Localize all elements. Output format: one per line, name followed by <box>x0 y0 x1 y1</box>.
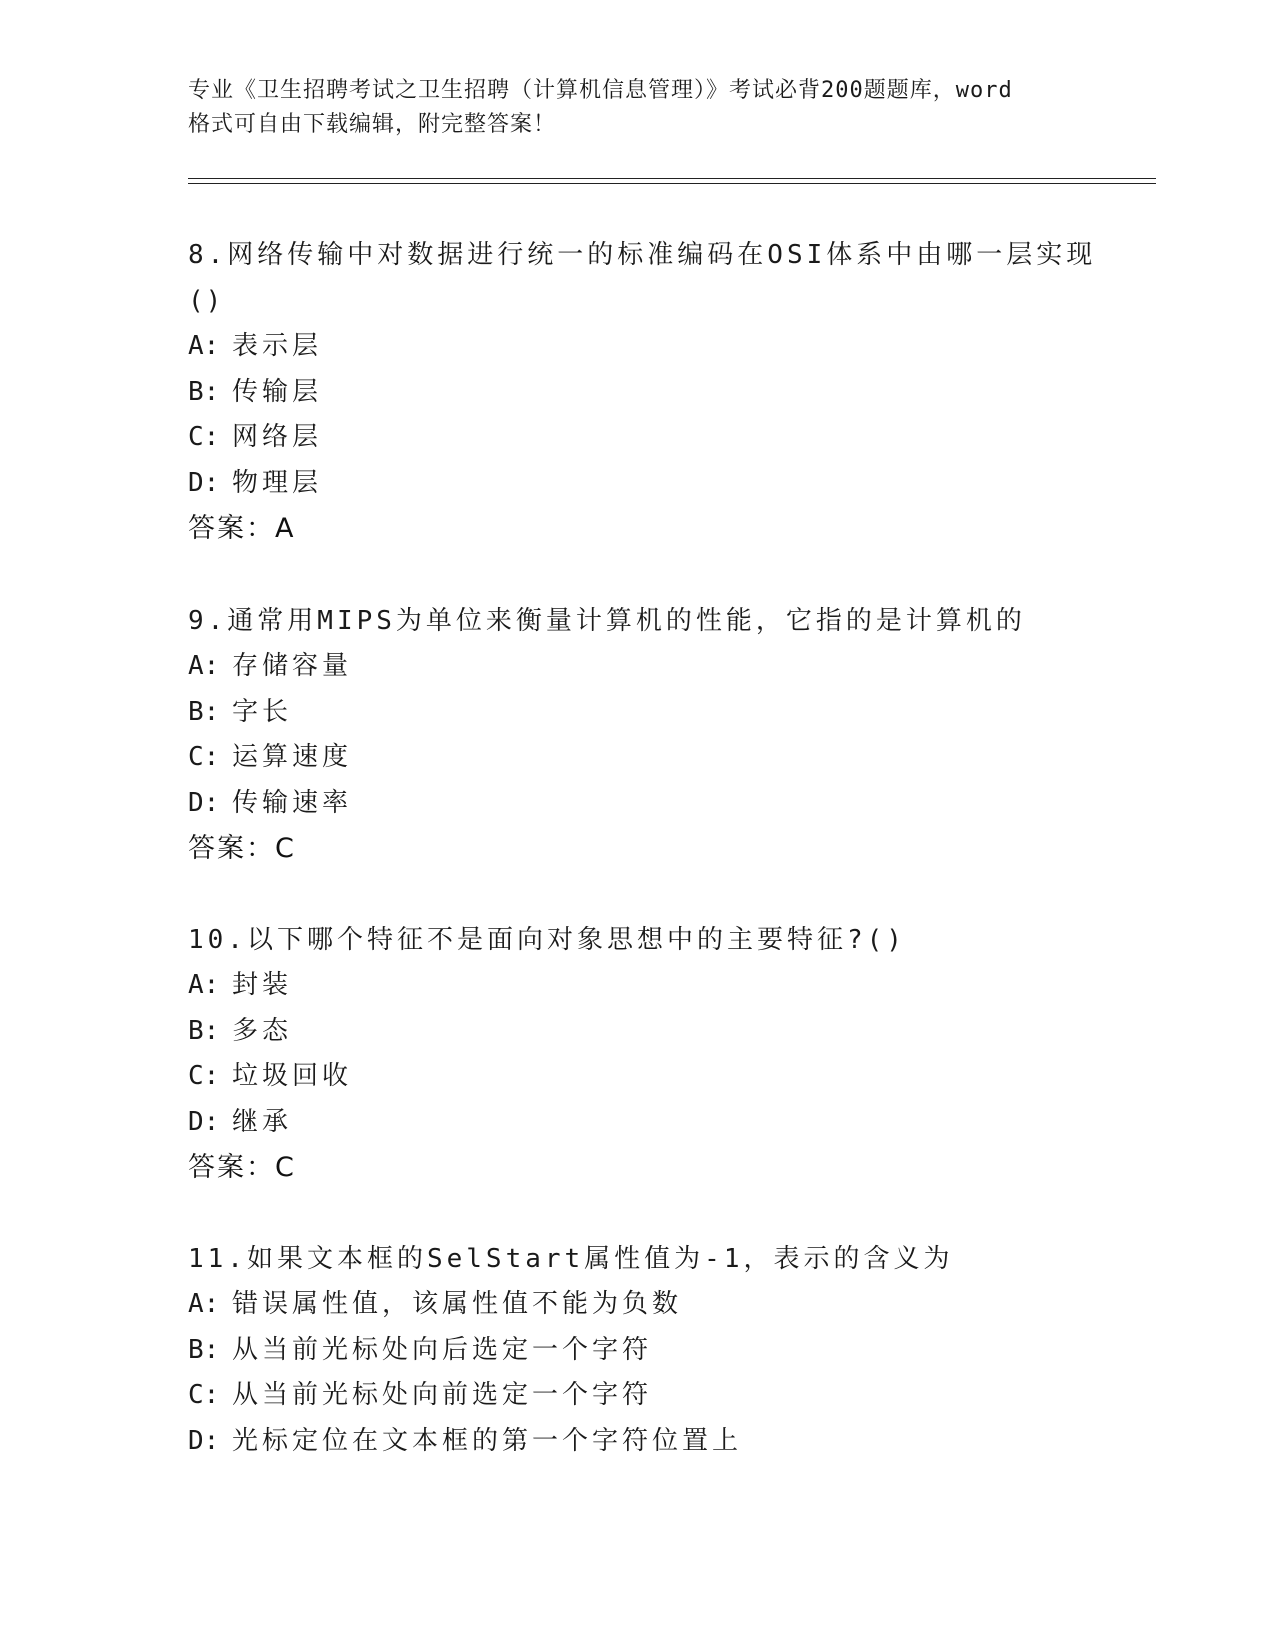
option-c <box>188 735 1148 781</box>
option-key: C: <box>188 742 220 772</box>
option-text: 光标定位在文本框的第一个字符位置上 <box>232 1425 743 1456</box>
option-key: A: <box>188 331 220 361</box>
answer-line: 答案：A <box>188 513 296 544</box>
option-text: 表示层 <box>232 331 323 361</box>
option-text: 错误属性值，该属性值不能为负数 <box>232 1289 683 1319</box>
option-key: B: <box>188 376 220 407</box>
option-key: A: <box>188 970 220 1000</box>
option-key: B: <box>188 1015 220 1046</box>
option-b <box>188 1328 1148 1374</box>
option-a <box>188 1282 1148 1328</box>
option-key: C: <box>188 422 220 452</box>
header-divider-bottom <box>188 183 1156 184</box>
option-text: 从当前光标处向前选定一个字符 <box>232 1380 653 1410</box>
option-a <box>188 963 1148 1009</box>
option-c <box>188 1054 1148 1100</box>
option-key: C: <box>188 1380 220 1410</box>
option-key: A: <box>188 1289 220 1319</box>
option-b <box>188 690 1148 736</box>
option-key: B: <box>188 696 220 727</box>
option-text: 垃圾回收 <box>232 1061 353 1091</box>
option-key: A: <box>188 651 220 681</box>
header-line-2: 格式可自由下载编辑，附完整答案！ <box>188 112 557 137</box>
option-a <box>188 324 1148 370</box>
option-text: 从当前光标处向后选定一个字符 <box>232 1334 653 1365</box>
option-key: D: <box>188 467 220 498</box>
option-d <box>188 1419 1148 1465</box>
option-d <box>188 1100 1148 1146</box>
option-key: D: <box>188 1106 220 1137</box>
answer-line: 答案：C <box>188 833 296 864</box>
option-c <box>188 415 1148 461</box>
option-text: 存储容量 <box>232 651 353 681</box>
question-stem-continuation: () <box>188 286 224 316</box>
option-a <box>188 644 1148 690</box>
option-text: 网络层 <box>232 422 323 452</box>
option-text: 物理层 <box>232 467 323 498</box>
question-9 <box>188 598 1148 872</box>
option-text: 继承 <box>232 1106 293 1137</box>
question-stem: 10.以下哪个特征不是面向对象思想中的主要特征?() <box>188 925 906 955</box>
option-key: D: <box>188 1425 220 1456</box>
option-key: C: <box>188 1061 220 1091</box>
question-10 <box>188 917 1148 1191</box>
option-c <box>188 1373 1148 1419</box>
answer-line: 答案：C <box>188 1152 296 1183</box>
option-b <box>188 370 1148 416</box>
option-text: 传输层 <box>232 376 323 407</box>
header-divider-top <box>188 178 1156 179</box>
option-text: 多态 <box>232 1015 293 1046</box>
option-key: B: <box>188 1334 220 1365</box>
header-line-1: 专业《卫生招聘考试之卫生招聘（计算机信息管理）》考试必背200题题库，word <box>188 78 1013 103</box>
option-d <box>188 781 1148 827</box>
question-stem: 9.通常用MIPS为单位来衡量计算机的性能，它指的是计算机的 <box>188 606 1026 636</box>
option-key: D: <box>188 787 220 818</box>
option-d <box>188 461 1148 507</box>
option-text: 运算速度 <box>232 742 353 772</box>
option-text: 字长 <box>232 696 293 727</box>
document-header <box>188 74 1088 142</box>
question-stem: 11.如果文本框的SelStart属性值为-1，表示的含义为 <box>188 1244 954 1274</box>
question-stem: 8.网络传输中对数据进行统一的标准编码在OSI体系中由哪一层实现 <box>188 240 1097 270</box>
question-11 <box>188 1236 1148 1464</box>
option-b <box>188 1009 1148 1055</box>
question-8 <box>188 232 1148 552</box>
option-text: 封装 <box>232 970 293 1000</box>
option-text: 传输速率 <box>232 787 353 818</box>
